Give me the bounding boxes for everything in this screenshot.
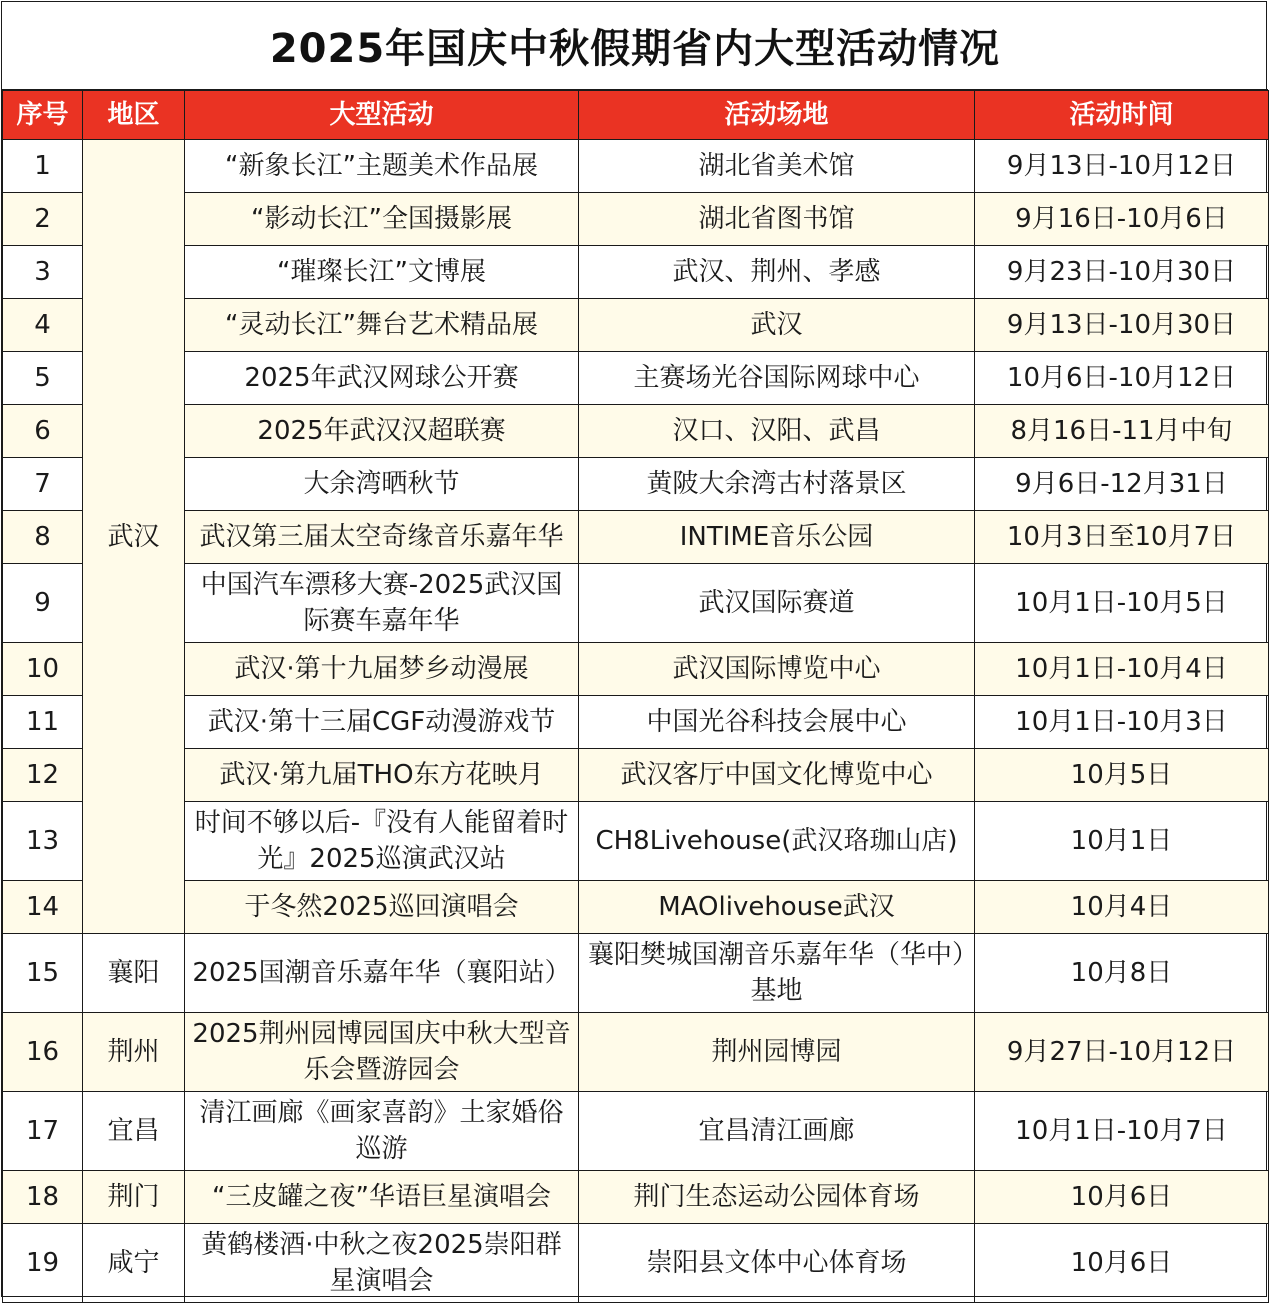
row-event: “灵动长江”舞台艺术精品展 [185, 299, 579, 352]
table-row [3, 405, 1269, 458]
row-index: 12 [3, 749, 83, 802]
row-venue: CH8Livehouse(武汉珞珈山店) [579, 802, 975, 881]
table-row [3, 1171, 1269, 1224]
header-region: 地区 [83, 91, 185, 140]
row-index: 19 [3, 1224, 83, 1303]
table-header-row [3, 91, 1269, 140]
row-venue: 荆门生态运动公园体育场 [579, 1171, 975, 1224]
activity-sheet [1, 1, 1267, 1297]
table-row [3, 1092, 1269, 1171]
row-venue: 黄陂大余湾古村落景区 [579, 458, 975, 511]
row-event: 2025年武汉网球公开赛 [185, 352, 579, 405]
row-index: 11 [3, 696, 83, 749]
row-time: 10月4日 [975, 881, 1269, 934]
row-index: 13 [3, 802, 83, 881]
row-index: 7 [3, 458, 83, 511]
row-time: 9月13日-10月12日 [975, 140, 1269, 193]
row-venue: 主赛场光谷国际网球中心 [579, 352, 975, 405]
row-index: 18 [3, 1171, 83, 1224]
table-row [3, 246, 1269, 299]
row-venue: 襄阳樊城国潮音乐嘉年华（华中）基地 [579, 934, 975, 1013]
row-index: 4 [3, 299, 83, 352]
row-region: 襄阳 [83, 934, 185, 1013]
row-venue: INTIME音乐公园 [579, 511, 975, 564]
row-venue: 武汉国际赛道 [579, 564, 975, 643]
table-row [3, 511, 1269, 564]
table-row [3, 881, 1269, 934]
table-row [3, 193, 1269, 246]
row-event: 武汉·第十九届梦乡动漫展 [185, 643, 579, 696]
row-time: 9月13日-10月30日 [975, 299, 1269, 352]
row-index: 16 [3, 1013, 83, 1092]
row-index: 9 [3, 564, 83, 643]
table-row [3, 140, 1269, 193]
table-row [3, 299, 1269, 352]
row-region: 武汉 [83, 140, 185, 934]
row-time: 10月6日 [975, 1224, 1269, 1303]
row-event: 时间不够以后-『没有人能留着时光』2025巡演武汉站 [185, 802, 579, 881]
row-event: “新象长江”主题美术作品展 [185, 140, 579, 193]
table-row [3, 564, 1269, 643]
row-event: 清江画廊《画家喜韵》土家婚俗巡游 [185, 1092, 579, 1171]
row-venue: 荆州园博园 [579, 1013, 975, 1092]
table-row [3, 1013, 1269, 1092]
activity-table [2, 90, 1269, 1303]
row-time: 10月3日至10月7日 [975, 511, 1269, 564]
row-venue: 湖北省图书馆 [579, 193, 975, 246]
header-venue: 活动场地 [579, 91, 975, 140]
row-time: 10月8日 [975, 934, 1269, 1013]
row-time: 10月6日 [975, 1171, 1269, 1224]
row-venue: 武汉 [579, 299, 975, 352]
table-row [3, 749, 1269, 802]
table-row [3, 1224, 1269, 1303]
row-region: 荆州 [83, 1013, 185, 1092]
row-time: 9月16日-10月6日 [975, 193, 1269, 246]
row-venue: 武汉客厅中国文化博览中心 [579, 749, 975, 802]
row-index: 14 [3, 881, 83, 934]
row-time: 10月1日-10月3日 [975, 696, 1269, 749]
table-row [3, 696, 1269, 749]
row-event: 武汉·第九届THO东方花映月 [185, 749, 579, 802]
table-row [3, 643, 1269, 696]
row-venue: 汉口、汉阳、武昌 [579, 405, 975, 458]
row-time: 10月5日 [975, 749, 1269, 802]
row-venue: MAOlivehouse武汉 [579, 881, 975, 934]
row-event: 2025国潮音乐嘉年华（襄阳站） [185, 934, 579, 1013]
row-index: 3 [3, 246, 83, 299]
row-event: 中国汽车漂移大赛-2025武汉国际赛车嘉年华 [185, 564, 579, 643]
row-time: 9月6日-12月31日 [975, 458, 1269, 511]
table-row [3, 934, 1269, 1013]
row-index: 8 [3, 511, 83, 564]
row-time: 10月6日-10月12日 [975, 352, 1269, 405]
row-time: 9月23日-10月30日 [975, 246, 1269, 299]
row-index: 1 [3, 140, 83, 193]
row-time: 8月16日-11月中旬 [975, 405, 1269, 458]
row-event: “影动长江”全国摄影展 [185, 193, 579, 246]
row-event: 武汉第三届太空奇缘音乐嘉年华 [185, 511, 579, 564]
header-event: 大型活动 [185, 91, 579, 140]
row-venue: 中国光谷科技会展中心 [579, 696, 975, 749]
row-index: 2 [3, 193, 83, 246]
row-event: 于冬然2025巡回演唱会 [185, 881, 579, 934]
row-event: “璀璨长江”文博展 [185, 246, 579, 299]
row-event: 2025荆州园博园国庆中秋大型音乐会暨游园会 [185, 1013, 579, 1092]
row-region: 荆门 [83, 1171, 185, 1224]
row-time: 10月1日-10月4日 [975, 643, 1269, 696]
row-venue: 武汉国际博览中心 [579, 643, 975, 696]
table-row [3, 802, 1269, 881]
row-index: 5 [3, 352, 83, 405]
row-venue: 武汉、荆州、孝感 [579, 246, 975, 299]
row-event: 大余湾晒秋节 [185, 458, 579, 511]
row-event: “三皮罐之夜”华语巨星演唱会 [185, 1171, 579, 1224]
row-region: 宜昌 [83, 1092, 185, 1171]
row-index: 17 [3, 1092, 83, 1171]
row-event: 黄鹤楼酒·中秋之夜2025崇阳群星演唱会 [185, 1224, 579, 1303]
row-event: 2025年武汉汉超联赛 [185, 405, 579, 458]
row-venue: 宜昌清江画廊 [579, 1092, 975, 1171]
row-venue: 崇阳县文体中心体育场 [579, 1224, 975, 1303]
row-time: 10月1日 [975, 802, 1269, 881]
row-index: 10 [3, 643, 83, 696]
row-index: 6 [3, 405, 83, 458]
table-row [3, 458, 1269, 511]
row-time: 10月1日-10月7日 [975, 1092, 1269, 1171]
row-event: 武汉·第十三届CGF动漫游戏节 [185, 696, 579, 749]
header-time: 活动时间 [975, 91, 1269, 140]
row-time: 9月27日-10月12日 [975, 1013, 1269, 1092]
table-row [3, 352, 1269, 405]
row-index: 15 [3, 934, 83, 1013]
header-index: 序号 [3, 91, 83, 140]
row-time: 10月1日-10月5日 [975, 564, 1269, 643]
row-region: 咸宁 [83, 1224, 185, 1303]
page-title: 2025年国庆中秋假期省内大型活动情况 [2, 2, 1268, 90]
row-venue: 湖北省美术馆 [579, 140, 975, 193]
